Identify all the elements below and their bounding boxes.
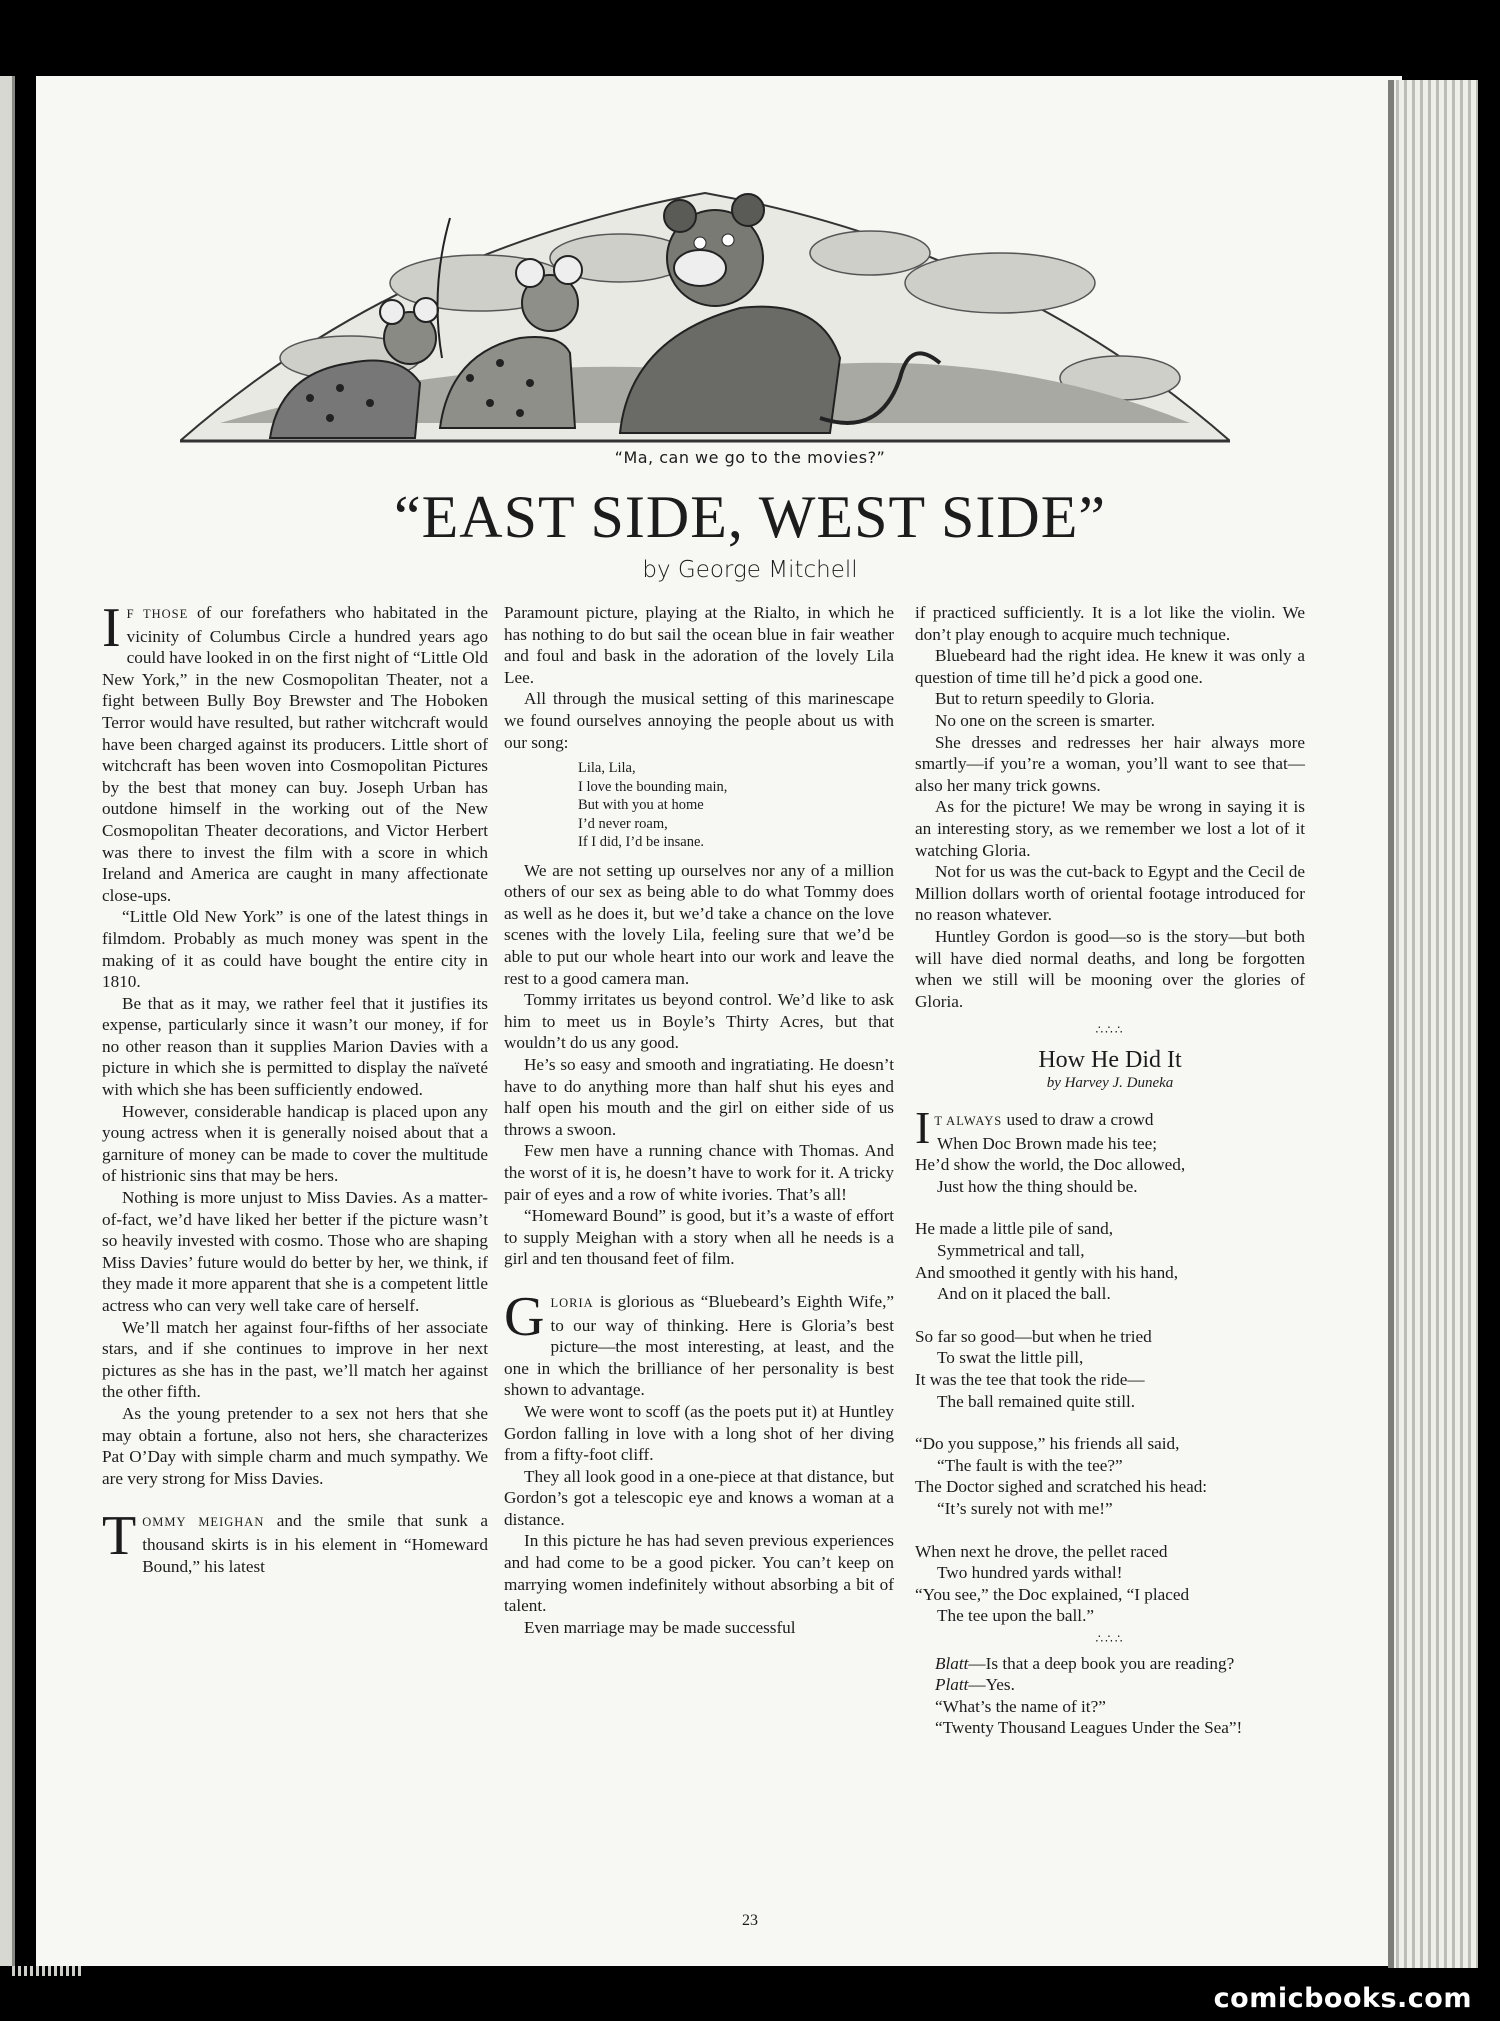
drop-cap: I bbox=[102, 597, 121, 659]
watermark: comicbooks.com bbox=[1213, 1983, 1472, 2014]
drop-cap: G bbox=[504, 1285, 545, 1348]
page-edge-strip bbox=[12, 1966, 82, 1976]
paragraph: Huntley Gordon is good—so is the story—but both will have died normal deaths, and long be forgotten when we still will be mooning over the glories of Gloria. bbox=[915, 926, 1305, 1011]
paragraph: if practiced sufficiently. It is a lot like the violin. We don’t play enough to acquire much technique. bbox=[915, 603, 1305, 644]
poem-stanza bbox=[915, 1326, 1305, 1412]
song-line: I love the bounding main, bbox=[578, 778, 728, 795]
paragraph-text: of our forefathers who habitated in the vicinity of Columbus Circle a hundred years ago could have looked in on the first night of “Little Old New York,” in the new Cosmopolitan Theater, not a fight between Bully Boy Brewster and The Hoboken Terror would have resulted, but rather witchcraft would have been charged against its producers. Little short of witchcraft has been woven into Cosmopolitan Pictures by the best that money can buy. Joseph Urban has outdone himself in the working out of the New Cosmopolitan Theater decorations, and Victor Herbert was there to invest the film with a score in which Ireland and America are caught in many affectionate close-ups. bbox=[102, 603, 488, 905]
song-line: Lila, Lila, bbox=[578, 760, 636, 777]
paragraph-text: —Is that a deep book you are reading? bbox=[968, 1653, 1235, 1673]
page-number: 23 bbox=[742, 1912, 758, 1929]
paragraph: However, considerable handicap is placed upon any young actress when it is generally noised about that a garniture of money can be made to cover the multitude of histrionic sins that may be hers. bbox=[102, 1101, 488, 1186]
poem bbox=[915, 1102, 1305, 1627]
poem-stanza bbox=[915, 1218, 1305, 1304]
poem-line: The tee upon the ball.” bbox=[937, 1606, 1095, 1626]
song-verse bbox=[578, 759, 894, 852]
paragraph: “Twenty Thousand Leagues Under the Sea”! bbox=[935, 1718, 1243, 1738]
page-gutter bbox=[0, 76, 15, 1966]
poem-line: When Doc Brown made his tee; bbox=[937, 1133, 1158, 1153]
song-line: But with you at home bbox=[578, 797, 704, 814]
paragraph: All through the musical setting of this marinescape we found ourselves annoying the people about us with our song: bbox=[504, 689, 894, 752]
poem-line: “The fault is with the tee?” bbox=[937, 1455, 1123, 1475]
poem-line: The ball remained quite still. bbox=[937, 1391, 1136, 1411]
column-3 bbox=[915, 602, 1305, 1739]
paragraph: They all look good in a one-piece at that distance, but Gordon’s got a telescopic eye and knows a woman at a distance. bbox=[504, 1466, 894, 1529]
drop-cap: T bbox=[102, 1505, 137, 1568]
paragraph-text: —Yes. bbox=[968, 1675, 1015, 1695]
paragraph: Few men have a running chance with Thomas. And the worst of it is, he doesn’t have to work for it. A tricky pair of eyes and a row of white ivories. That’s all! bbox=[504, 1141, 894, 1204]
page-edges bbox=[1388, 80, 1478, 1968]
poem-stanza bbox=[915, 1102, 1305, 1197]
paragraph: As the young pretender to a sex not hers that she may obtain a fortune, also not hers, she characterizes Pat O’Day with simple charm and much sympathy. We are very strong for Miss Davies. bbox=[102, 1403, 488, 1488]
paragraph: “Little Old New York” is one of the latest things in filmdom. Probably as much money was spent in the making of it as could have bought the entire city in 1810. bbox=[102, 907, 488, 992]
paragraph: Nothing is more unjust to Miss Davies. As a matter-of-fact, we’d have liked her better if the picture wasn’t so heavily invested with cosmo. Those who are shaping Miss Davies’ future would do better by her, we think, if they made it more apparent that she is a competent little actress who can very well take care of herself. bbox=[102, 1188, 488, 1315]
paragraph: Even marriage may be made successful bbox=[524, 1617, 796, 1637]
paragraph: Paramount picture, playing at the Rialto, in which he has nothing to do but sail the ocean blue in fair weather and foul and bask in the adoration of the lovely Lila Lee. bbox=[504, 603, 894, 687]
speaker-name: Platt bbox=[935, 1675, 969, 1695]
poem-line: Just how the thing should be. bbox=[937, 1176, 1138, 1196]
paragraph-text: is glorious as “Bluebeard’s Eighth Wife,” to our way of thinking. Here is Gloria’s best picture—the most interesting, at least, and the one in which the brilliance of her personality is best shown to advantage. bbox=[504, 1291, 894, 1400]
paragraph: We were wont to scoff (as the poets put it) at Huntley Gordon falling in love with a long shot of her diving from a fifty-foot cliff. bbox=[504, 1401, 894, 1465]
song-line: I’d never roam, bbox=[578, 815, 668, 832]
paragraph bbox=[504, 1285, 894, 1401]
paragraph: No one on the screen is smarter. bbox=[935, 710, 1156, 730]
small-caps-lead: OMMY MEIGHAN bbox=[142, 1515, 265, 1530]
paragraph: Tommy irritates us beyond control. We’d like to ask him to meet us in Boyle’s Thirty Acres, but that wouldn’t do us any good. bbox=[504, 990, 894, 1053]
article-title: “EAST SIDE, WEST SIDE” bbox=[394, 484, 1106, 550]
poem-line: Two hundred yards withal! bbox=[937, 1563, 1123, 1583]
ornament-divider: ∴∴∴ bbox=[1095, 1023, 1125, 1038]
poem-line-text: used to draw a crowd bbox=[1002, 1110, 1154, 1130]
paragraph: “Homeward Bound” is good, but it’s a waste of effort to supply Meighan with a story when all he needs is a girl and ten thousand feet of film. bbox=[504, 1206, 894, 1269]
paragraph: But to return speedily to Gloria. bbox=[935, 689, 1155, 709]
paragraph: We’ll match her against four-fifths of her associate stars, and if she continues to improve in her next pictures as she has in the past, we’ll match her against the other fifth. bbox=[102, 1317, 488, 1402]
paragraph: “What’s the name of it?” bbox=[935, 1696, 1106, 1716]
poem-line: When next he drove, the pellet raced bbox=[915, 1541, 1168, 1561]
paragraph: Not for us was the cut-back to Egypt and the Cecil de Million dollars worth of oriental footage introduced for no reason whatever. bbox=[915, 862, 1305, 925]
drop-cap: I bbox=[915, 1102, 931, 1154]
small-caps-lead: F THOSE bbox=[126, 607, 189, 621]
poem-line: To swat the little pill, bbox=[937, 1348, 1084, 1368]
paragraph bbox=[102, 597, 488, 906]
song-line: If I did, I’d be insane. bbox=[578, 834, 705, 851]
poem-line: “You see,” the Doc explained, “I placed bbox=[915, 1584, 1190, 1604]
paragraph: Bluebeard had the right idea. He knew it was only a question of time till he’d pick a good one. bbox=[915, 646, 1305, 687]
paragraph: She dresses and redresses her hair always more smartly—if you’re a woman, you’ll want to see that—also her many trick gowns. bbox=[915, 732, 1305, 795]
poem-line: He made a little pile of sand, bbox=[915, 1219, 1114, 1239]
poem-line: The Doctor sighed and scratched his head: bbox=[915, 1477, 1208, 1497]
paragraph: In this picture he has had seven previous experiences and had come to be a good picker. You can’t keep on marrying women indefinitely without absorbing a bit of talent. bbox=[504, 1531, 894, 1616]
poem-title: How He Did It bbox=[1038, 1046, 1182, 1073]
column-1 bbox=[102, 597, 488, 1577]
paragraph: We are not setting up ourselves nor any of a million others of our sex as being able to do what Tommy does as well as he does it, but we’d take a chance on the love scenes with the lovely Lila, feeling sure that we’d be able to put our whole heart into our work and leave the rest to a good camera man. bbox=[504, 860, 894, 988]
small-caps-lead: T ALWAYS bbox=[934, 1114, 1003, 1129]
poem-line: And smoothed it gently with his hand, bbox=[915, 1262, 1179, 1282]
speaker-name: Blatt bbox=[935, 1653, 969, 1673]
cubs-illustration bbox=[180, 188, 1230, 446]
article-byline: by George Mitchell bbox=[642, 557, 858, 583]
poem-line: “It’s surely not with me!” bbox=[937, 1498, 1113, 1518]
poem-line: And on it placed the ball. bbox=[937, 1284, 1111, 1304]
poem-line: “Do you suppose,” his friends all said, bbox=[915, 1434, 1180, 1454]
poem-line: So far so good—but when he tried bbox=[915, 1326, 1152, 1346]
illustration-caption: “Ma, can we go to the movies?” bbox=[614, 448, 886, 467]
paragraph bbox=[102, 1505, 488, 1577]
paragraph bbox=[915, 1653, 1305, 1675]
paragraph bbox=[915, 1674, 1305, 1696]
paragraph-text: and the smile that sunk a thousand skirts is in his element in “Homeward Bound,” his latest bbox=[142, 1511, 488, 1576]
poem-byline: by Harvey J. Duneka bbox=[1046, 1075, 1174, 1092]
poem-stanza bbox=[915, 1541, 1305, 1627]
paragraph: As for the picture! We may be wrong in saying it is an interesting story, as we remember we lost a lot of it watching Gloria. bbox=[915, 797, 1305, 860]
column-2 bbox=[504, 602, 894, 1638]
poem-line: He’d show the world, the Doc allowed, bbox=[915, 1155, 1186, 1175]
poem-line: It was the tee that took the ride— bbox=[915, 1370, 1145, 1389]
paragraph: He’s so easy and smooth and ingratiating. He doesn’t have to do anything more than half shut his eyes and half open his mouth and the girl on either side of us throws a swoon. bbox=[504, 1055, 894, 1139]
poem-line: Symmetrical and tall, bbox=[937, 1241, 1085, 1261]
ornament-divider: ∴∴∴ bbox=[1095, 1631, 1125, 1646]
small-caps-lead: LORIA bbox=[550, 1295, 594, 1310]
poem-stanza bbox=[915, 1433, 1305, 1519]
paragraph: Be that as it may, we rather feel that it justifies its expense, particularly since it wasn’t our money, if for no other reason than it supplies Marion Davies with a picture in which she is permitted to display the naïveté with which she has been sufficiently endowed. bbox=[102, 993, 488, 1100]
